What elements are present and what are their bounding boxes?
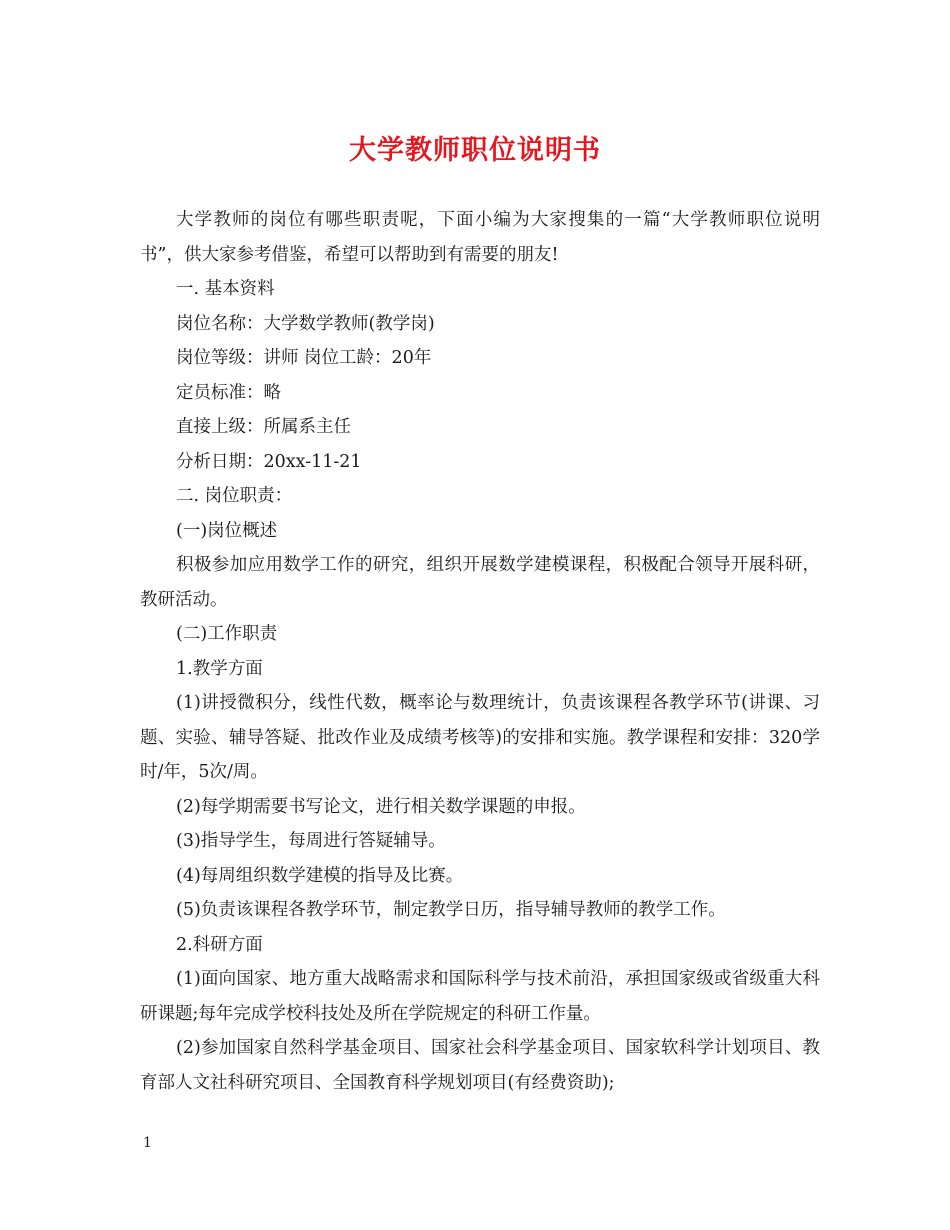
info-line-position-name: 岗位名称：大学数学教师(教学岗) bbox=[176, 313, 435, 334]
teaching-item-2: (2)每学期需要书写论文，进行相关数学课题的申报。 bbox=[176, 796, 586, 817]
document-body bbox=[140, 203, 820, 1100]
document-title: 大学教师职位说明书 bbox=[349, 135, 601, 166]
section-heading-basic-info: 一. 基本资料 bbox=[176, 279, 275, 299]
overview-paragraph: 积极参加应用数学工作的研究，组织开展数学建模课程，积极配合领导开展科研，教研活动。 bbox=[140, 555, 820, 610]
section-heading-duties: 二. 岗位职责： bbox=[176, 486, 293, 506]
research-item-1: (1)面向国家、地方重大战略需求和国际科学与技术前沿，承担国家级或省级重大科研课题;每年完成学校科技处及所在学院规定的科研工作量。 bbox=[140, 969, 820, 1024]
subsection-heading-responsibilities: (二)工作职责 bbox=[176, 624, 278, 644]
research-item-2: (2)参加国家自然科学基金项目、国家社会科学基金项目、国家软科学计划项目、教育部人文社科研究项目、全国教育科学规划项目(有经费资助); bbox=[140, 1038, 820, 1093]
info-line-position-level: 岗位等级：讲师 岗位工龄：20年 bbox=[176, 348, 432, 368]
teaching-item-1: (1)讲授微积分，线性代数，概率论与数理统计，负责该课程各教学环节(讲课、习题、实验、辅导答疑、批改作业及成绩考核等)的安排和实施。教学课程和安排：320学时/年，5次/周。 bbox=[140, 693, 820, 782]
teaching-item-4: (4)每周组织数学建模的指导及比赛。 bbox=[176, 865, 464, 886]
subsection-heading-overview: (一)岗位概述 bbox=[176, 520, 278, 541]
intro-paragraph: 大学教师的岗位有哪些职责呢，下面小编为大家搜集的一篇“大学教师职位说明书”，供大家参考借鉴，希望可以帮助到有需要的朋友! bbox=[140, 210, 820, 265]
item-heading-research: 2.科研方面 bbox=[176, 934, 263, 955]
info-line-staffing: 定员标准：略 bbox=[176, 382, 281, 403]
item-heading-teaching: 1.教学方面 bbox=[176, 658, 263, 679]
info-line-supervisor: 直接上级：所属系主任 bbox=[176, 417, 351, 437]
page-number: 1 bbox=[143, 1135, 152, 1151]
teaching-item-5: (5)负责该课程各教学环节，制定教学日历，指导辅导教师的教学工作。 bbox=[176, 900, 726, 920]
teaching-item-3: (3)指导学生，每周进行答疑辅导。 bbox=[176, 831, 446, 851]
info-line-analysis-date: 分析日期：20xx-11-21 bbox=[176, 451, 362, 472]
